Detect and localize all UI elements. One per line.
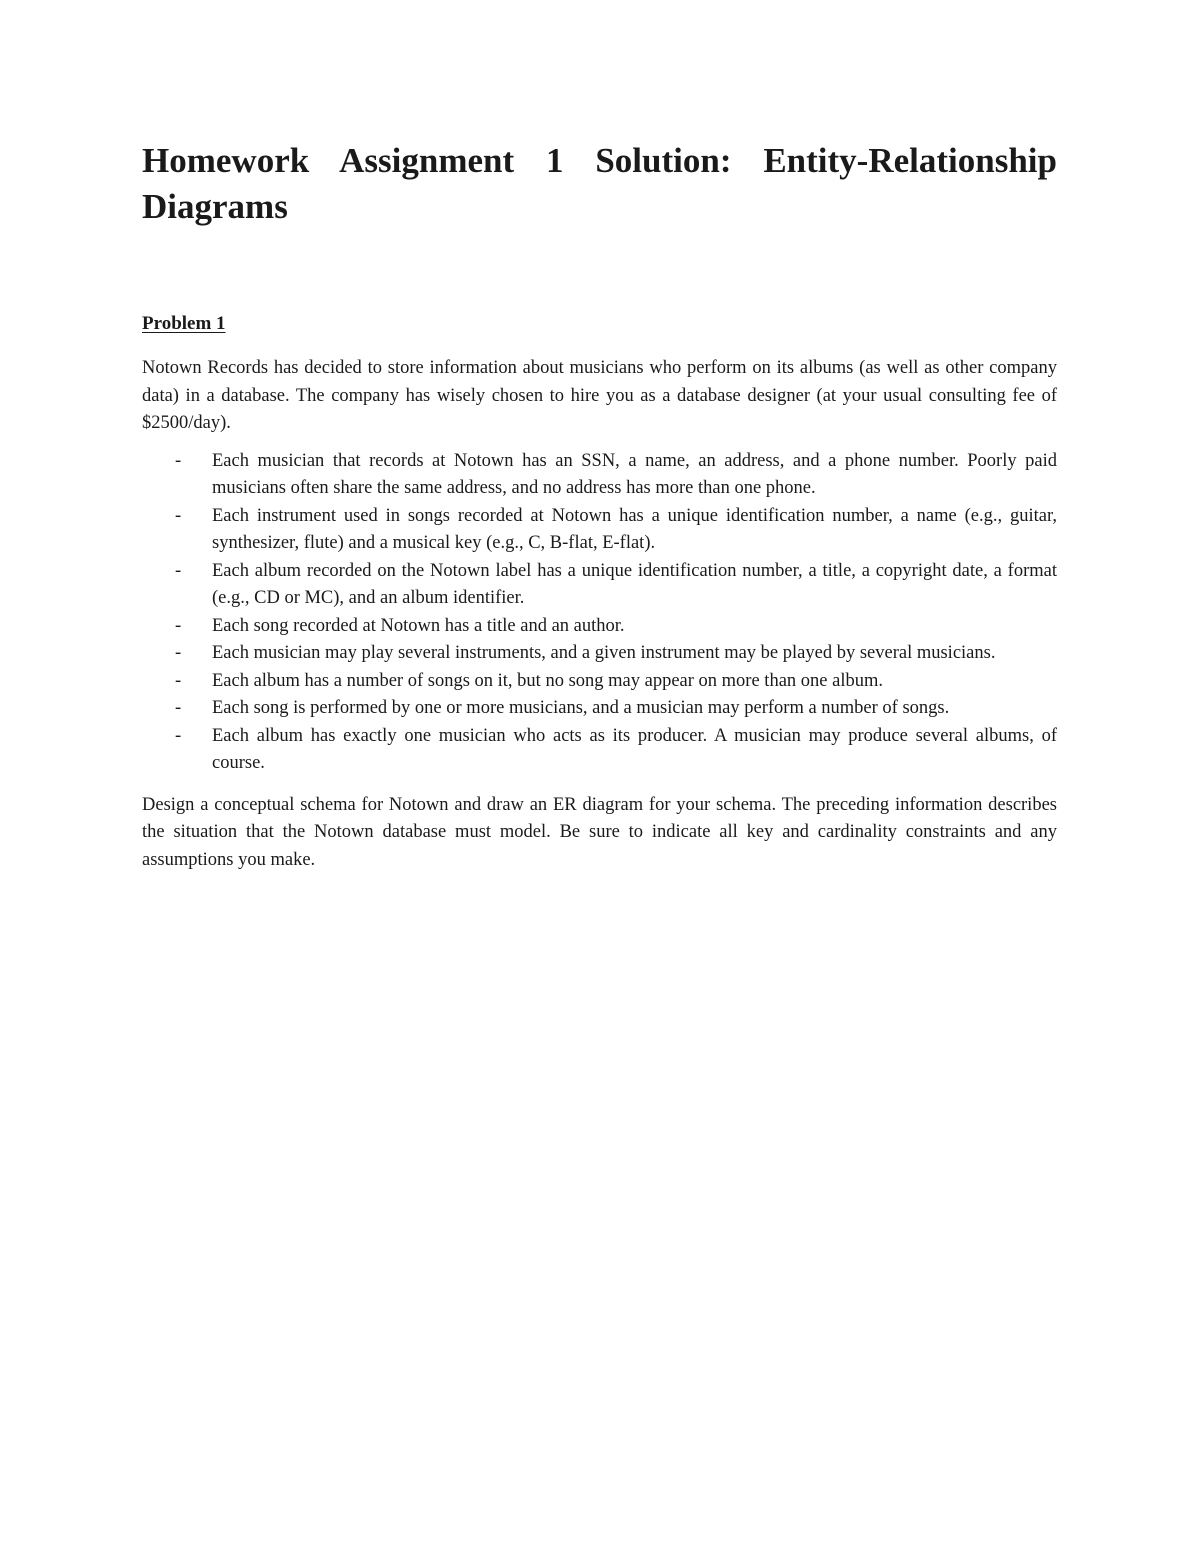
- requirements-list: [142, 448, 1057, 778]
- list-item: [142, 723, 1057, 778]
- list-item: [142, 613, 1057, 641]
- document-title: Homework Assignment 1 Solution: Entity-Relationship Diagrams: [142, 141, 1057, 226]
- problem-heading: Problem 1: [142, 313, 226, 334]
- list-item-text: Each musician that records at Notown has an SSN, a name, an address, and a phone number. Poorly paid musicians often share the same address, and no address has more than one phone.: [212, 450, 1057, 498]
- list-item-text: Each musician may play several instruments, and a given instrument may be played by several musicians.: [212, 643, 996, 663]
- bullet-dash: -: [175, 698, 182, 718]
- bullet-dash: -: [175, 560, 182, 581]
- list-item: [142, 695, 1057, 723]
- list-item: [142, 640, 1057, 668]
- list-item: [142, 668, 1057, 696]
- list-item-text: Each album recorded on the Notown label has a unique identification number, a title, a copyright date, a format (e.g., CD or MC), and an album identifier.: [212, 560, 1057, 608]
- list-item-text: Each song recorded at Notown has a title and an author.: [212, 615, 625, 636]
- bullet-dash: -: [175, 615, 182, 636]
- list-item-text: Each album has a number of songs on it, but no song may appear on more than one album.: [212, 670, 883, 691]
- list-item-text: Each instrument used in songs recorded at Notown has a unique identification number, a name (e.g., guitar, synthesizer, flute) and a musical key (e.g., C, B-flat, E-flat).: [212, 505, 1057, 553]
- bullet-dash: -: [175, 725, 182, 746]
- bullet-dash: -: [175, 505, 182, 526]
- document-page: [142, 138, 1057, 874]
- bullet-dash: -: [175, 643, 182, 663]
- list-item: [142, 503, 1057, 558]
- bullet-dash: -: [175, 450, 182, 471]
- list-item-text: Each album has exactly one musician who acts as its producer. A musician may produce several albums, of course.: [212, 725, 1057, 773]
- intro-paragraph: Notown Records has decided to store information about musicians who perform on its albums (as well as other company data) in a database. The company has wisely chosen to hire you as a database designer (at your usual consulting fee of $2500/day).: [142, 358, 1057, 433]
- bullet-dash: -: [175, 670, 182, 691]
- list-item: [142, 558, 1057, 613]
- closing-paragraph: Design a conceptual schema for Notown and draw an ER diagram for your schema. The preceding information describes the situation that the Notown database must model. Be sure to indicate all key and cardinality constraints and any assumptions you make.: [142, 794, 1057, 870]
- list-item: [142, 448, 1057, 503]
- list-item-text: Each song is performed by one or more musicians, and a musician may perform a number of songs.: [212, 698, 950, 718]
